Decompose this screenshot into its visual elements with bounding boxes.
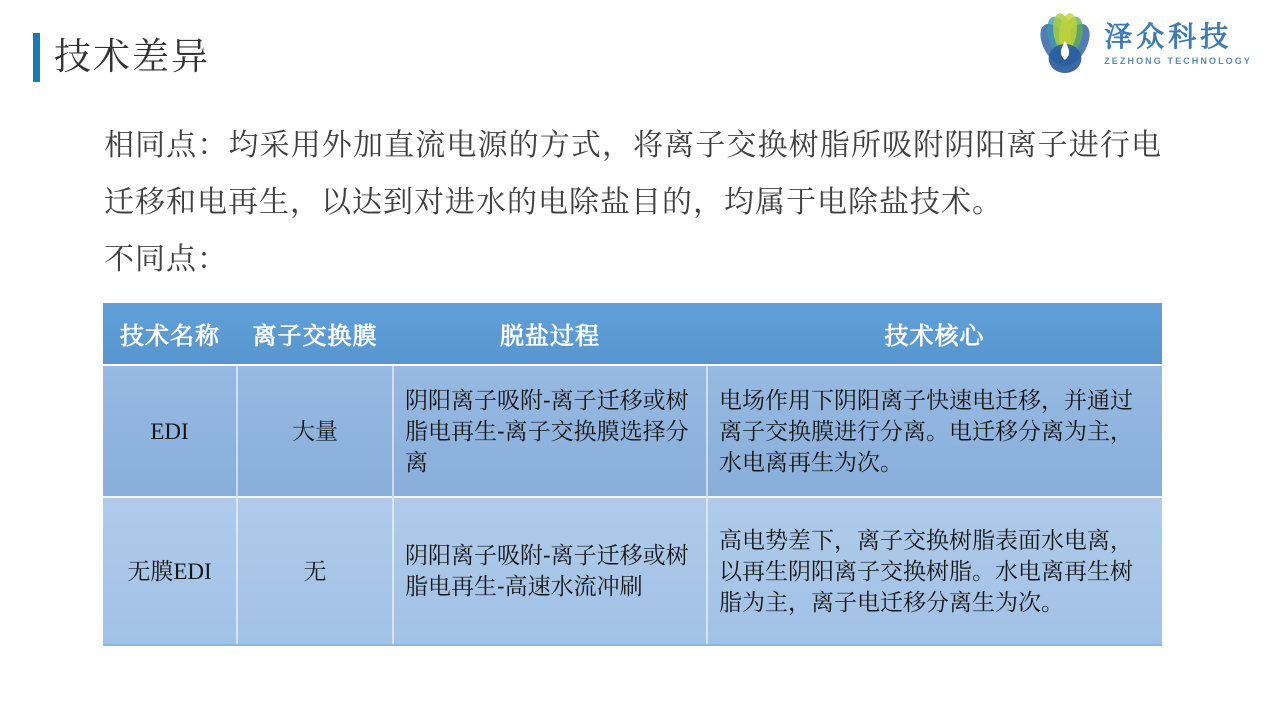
mf-edi-name-cell: 无膜EDI bbox=[103, 497, 237, 645]
title-accent-bar bbox=[33, 33, 40, 82]
logo-text-block bbox=[1104, 21, 1252, 66]
table-header-row bbox=[103, 303, 1162, 365]
mf-edi-membrane-cell: 无 bbox=[237, 497, 393, 645]
edi-core-cell: 电场作用下阴阳离子快速电迁移，并通过离子交换膜进行分离。电迁移分离为主，水电离再生为次。 bbox=[707, 365, 1162, 497]
page-title: 技术差异 bbox=[54, 36, 210, 77]
logo-company-name: 泽众科技 bbox=[1104, 20, 1233, 52]
header-tech-core: 技术核心 bbox=[707, 303, 1162, 365]
intro-paragraph bbox=[104, 117, 1162, 288]
diff-points-label: 不同点： bbox=[104, 243, 228, 276]
same-points-text: 相同点：均采用外加直流电源的方式，将离子交换树脂所吸附阴阳离子进行电迁移和电再生，以达到对进水的电除盐目的，均属于电除盐技术。 bbox=[104, 129, 1162, 219]
comparison-table-wrap bbox=[103, 303, 1162, 646]
lotus-drop-logo-icon bbox=[1036, 8, 1094, 78]
table-row-membrane-free-edi bbox=[103, 497, 1162, 645]
table-row-edi bbox=[103, 365, 1162, 497]
edi-process-cell: 阴阳离子吸附-离子迁移或树脂电再生-离子交换膜选择分离 bbox=[393, 365, 707, 497]
header-desalting-process: 脱盐过程 bbox=[393, 303, 707, 365]
header-ion-exchange-membrane: 离子交换膜 bbox=[237, 303, 393, 365]
edi-membrane-cell: 大量 bbox=[237, 365, 393, 497]
mf-edi-core-cell: 高电势差下，离子交换树脂表面水电离，以再生阴阳离子交换树脂。水电离再生树脂为主，离子电迁移分离生为次。 bbox=[707, 497, 1162, 645]
logo-company-subtitle: ZEZHONG TECHNOLOGY bbox=[1104, 55, 1252, 66]
edi-name-cell: EDI bbox=[103, 365, 237, 497]
company-logo bbox=[1036, 8, 1252, 78]
mf-edi-process-cell: 阴阳离子吸附-离子迁移或树脂电再生-高速水流冲刷 bbox=[393, 497, 707, 645]
comparison-table bbox=[103, 303, 1162, 646]
header-tech-name: 技术名称 bbox=[103, 303, 237, 365]
